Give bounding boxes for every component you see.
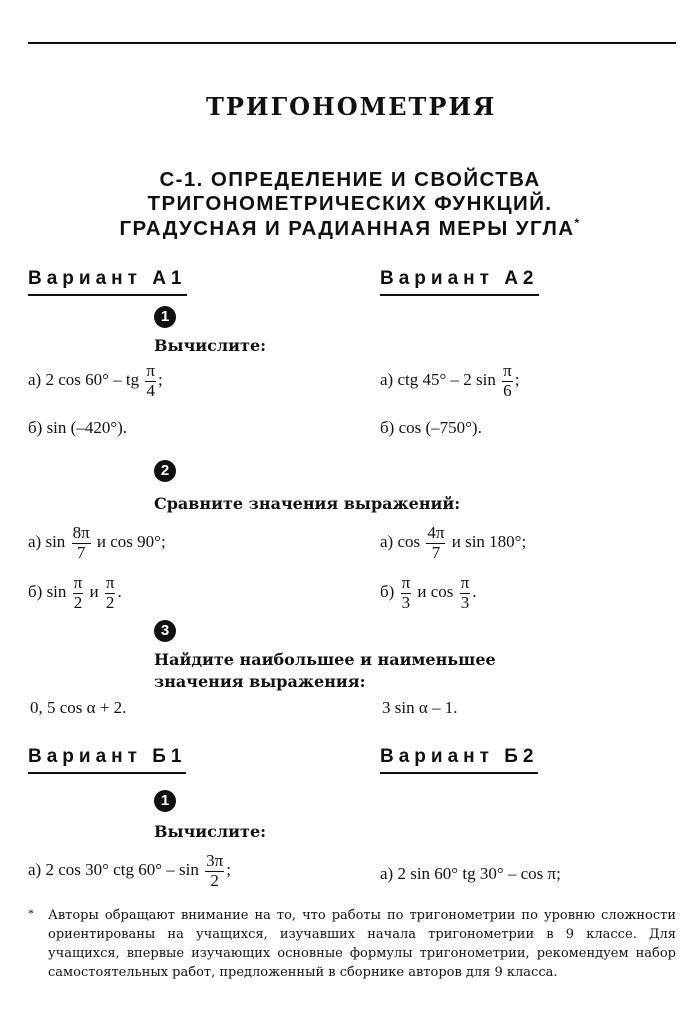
section-footnote-marker: * <box>574 216 581 230</box>
task-number-3: 3 <box>154 620 176 642</box>
a2-task1-a: а) ctg 45° – 2 sin $\frac{\pi}{6}$ ; <box>380 361 520 400</box>
a1-task1-b: б) sin (–420°). <box>28 418 128 437</box>
section-title-line-3: ГРАДУСНАЯ И РАДИАННАЯ МЕРЫ УГЛА* <box>119 216 581 240</box>
footnote-text: Авторы обращают внимание на то, что работы по тригонометрии по уровню сложности ориентированы на учащихся, изучавших начала тригонометрии в 9 классе. Для учащихся, впервые изучающих основные формулы тригонометрии, рекомендуем набор самостоятельных работ, предложенный в сборнике авторов для 9 класса. <box>48 908 676 980</box>
variant-a2-heading: Вариант А2 <box>380 268 539 296</box>
task-number-1: 1 <box>154 306 176 328</box>
a1-task2-a: а) sin $\frac{8\pi}{7}$ и cos 90°; <box>28 523 166 562</box>
task-number-2: 2 <box>154 460 176 482</box>
section-title-line-1: С-1. ОПРЕДЕЛЕНИЕ И СВОЙСТВА <box>159 168 541 191</box>
task-b1-instruction: Вычислите: <box>154 822 267 841</box>
section-title-line-2: ТРИГОНОМЕТРИЧЕСКИХ ФУНКЦИЙ. <box>147 192 553 215</box>
top-rule <box>28 42 676 44</box>
a1-task1-a: а) 2 cos 60° – tg $\frac{\pi}{4}$ ; <box>28 361 163 400</box>
task-1-instruction: Вычислите: <box>154 336 267 355</box>
variant-b2-heading: Вариант Б2 <box>380 746 538 774</box>
chapter-title: ТРИГОНОМЕТРИЯ <box>206 92 497 121</box>
a2-task1-b: б) cos (–750°). <box>380 418 482 437</box>
a1-task2-b: б) sin $\frac{\pi}{2}$ и $\frac{\pi}{2}$ . <box>28 573 122 612</box>
a1-task3: 0, 5 cos α + 2. <box>30 698 127 717</box>
task-number-b-1: 1 <box>154 790 176 812</box>
a2-task2-a: а) cos $\frac{4\pi}{7}$ и sin 180°; <box>380 523 527 562</box>
variant-a1-heading: Вариант А1 <box>28 268 187 296</box>
a2-task3: 3 sin α – 1. <box>382 698 458 717</box>
task-2-instruction: Сравните значения выражений: <box>154 494 461 513</box>
b1-task1-a: а) 2 cos 30° ctg 60° – sin $\frac{3\pi}{2}$ ; <box>28 851 231 890</box>
task-3-instruction-line-1: Найдите наибольшее и наименьшее <box>154 650 496 669</box>
footnote-marker: * <box>28 906 34 920</box>
b2-task1-a: а) 2 sin 60° tg 30° – cos π; <box>380 864 561 883</box>
variant-b1-heading: Вариант Б1 <box>28 746 186 774</box>
a2-task2-b: б) $\frac{\pi}{3}$ и cos $\frac{\pi}{3}$ . <box>380 573 477 612</box>
task-3-instruction-line-2: значения выражения: <box>154 672 366 691</box>
